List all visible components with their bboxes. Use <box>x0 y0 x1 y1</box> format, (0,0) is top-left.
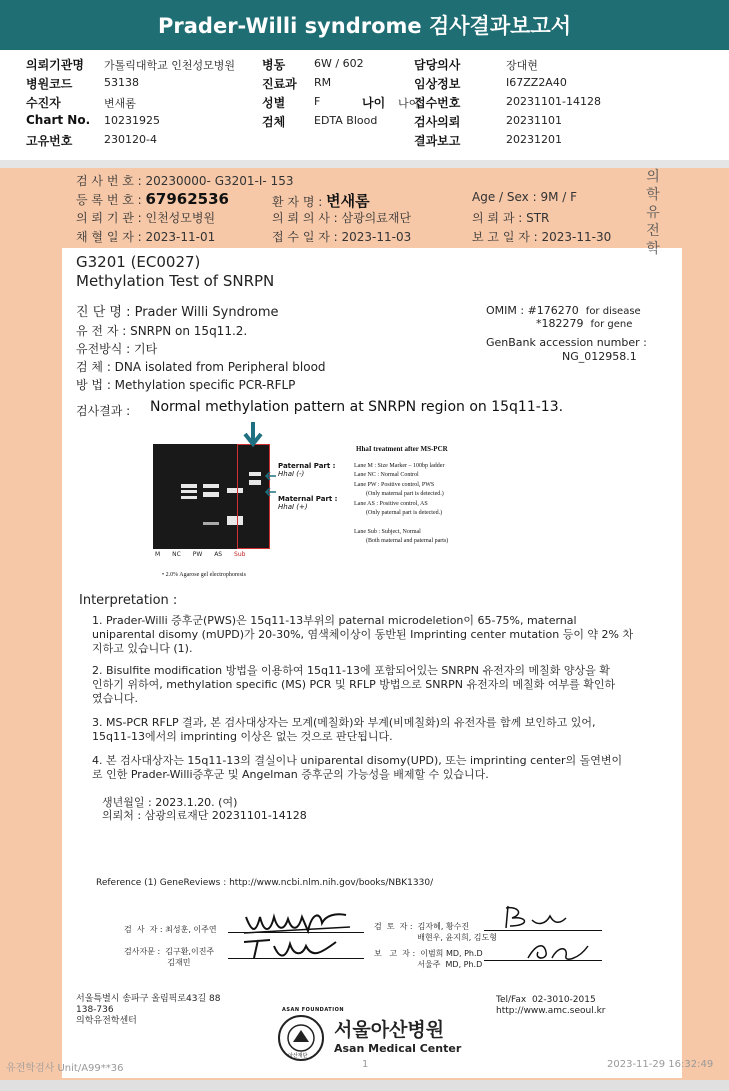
report-title-bar <box>0 0 729 50</box>
signature-line <box>228 958 364 959</box>
gel-caption: • 2.0% Agarose gel electrophoresis <box>162 572 246 578</box>
age-value: 나이 <box>398 97 420 110</box>
omim-disease: OMIM : #176270 for disease <box>486 304 641 317</box>
address: 서울특별시 송파구 올림픽로43길 88 138-736 의학유전학센터 <box>76 994 221 1026</box>
gel-band <box>203 522 219 525</box>
gel-band <box>203 484 219 488</box>
collection-date: 채 혈 일 자 : 2023-11-01 <box>76 230 216 244</box>
reviewer: 검 토 자 : 김자혜, 황수진 배현우, 윤지희, 김도형 <box>374 922 497 942</box>
info-value: 53138 <box>104 76 139 89</box>
receipt-date: 접 수 일 자 : 2023-11-03 <box>272 230 412 244</box>
seal-inner-text: 아산재단 <box>288 1053 308 1059</box>
genbank-label: GenBank accession number : <box>486 336 647 349</box>
age-sex: Age / Sex : 9M / F <box>472 190 578 204</box>
gel-band <box>181 496 197 499</box>
footer-unit: 유전학검사 Unit/A99**36 <box>6 1063 124 1074</box>
gel-legend: Lane M : Size Marker – 100bp ladder Lane NC : Normal Control Lane PW : Positive control, PWS (Only maternal part is detected.) Lane AS : Positive control, AS (Only paternal part is detected.) Lane Sub : Subject, Normal (Both maternal and paternal parts) <box>354 463 449 545</box>
hospital-name-korean: 서울아산병원 <box>334 1019 445 1041</box>
section-gap <box>0 160 729 168</box>
reference: Reference (1) GeneReviews : http://www.ncbi.nlm.nih.gov/books/NBK1330/ <box>96 878 434 888</box>
method: 방 법 : Methylation specific PCR-RFLP <box>76 378 296 392</box>
info-label: 접수번호 <box>414 96 461 110</box>
info-label: 수진자 <box>26 96 61 110</box>
info-label: 담당의사 <box>414 58 461 72</box>
patient-name: 환 자 명 : 변새롬 <box>272 192 370 210</box>
interpretation-2: 2. Bisulfite modification 방법을 이용하여 15q11-13에 포함되어있는 SNRPN 유전자의 메칠화 양상을 확 인하기 위하여, methylation specific (MS) PCR 및 RFLP 방법으로 SNRPN 유전자의 메칠화 여부를 확인하 였습니다. <box>92 664 616 705</box>
info-label: 임상정보 <box>414 77 461 91</box>
interpretation-3: 3. MS-PCR RFLP 결과, 본 검사대상자는 모계(메칠화)와 부계(비메칠화)의 유전자를 함께 보인하고 있어, 15q11-13에서의 imprinting 이상은 없는 것으로 판단됩니다. <box>92 716 596 743</box>
age-label: 나이 <box>362 96 386 110</box>
requesting-doctor: 의 뢰 의 사 : 삼광의료재단 <box>272 211 412 225</box>
info-value: RM <box>314 76 332 89</box>
info-label: 검사의뢰 <box>414 115 461 129</box>
gel-band <box>181 484 197 488</box>
advisor: 검사자문 : 김구환,이진주 김재민 <box>124 947 215 967</box>
info-value: EDTA Blood <box>314 114 378 127</box>
bottom-bar <box>0 1080 729 1091</box>
test-code: G3201 (EC0027) <box>76 253 201 271</box>
paternal-label: Paternal Part : HhaI (-) <box>278 462 336 478</box>
info-value: 변새롬 <box>104 97 136 110</box>
info-value: F <box>314 95 321 108</box>
footer-page: 1 <box>362 1059 369 1070</box>
signature-line <box>484 930 602 931</box>
info-label: 고유번호 <box>26 134 73 148</box>
specimen: 검 체 : DNA isolated from Peripheral blood <box>76 360 326 374</box>
info-label: 병원코드 <box>26 77 73 91</box>
test-name: Methylation Test of SNRPN <box>76 272 275 290</box>
reviewer-signature <box>498 904 568 930</box>
interpretation-4: 4. 본 검사대상자는 15q11-13의 결실이나 uniparental disomy(UPD), 또는 imprinting center의 돌연변이 로 인한 Prader-Willi증후군 및 Angelman 증후군의 가능성을 배제할 수 있습니다. <box>92 754 623 781</box>
contact: Tel/Fax 02-3010-2015 http://www.amc.seoul.kr <box>496 995 606 1016</box>
tester: 검 사 자 : 최성훈, 이주연 <box>124 925 217 934</box>
info-value: I67ZZ2A40 <box>506 76 567 89</box>
hospital-name-english: Asan Medical Center <box>334 1042 462 1055</box>
arrow-down-icon <box>238 420 268 450</box>
interpretation-label: Interpretation : <box>79 593 178 608</box>
inheritance: 유전방식 : 기타 <box>76 342 158 356</box>
diagnosis: 진 단 명 : Prader Willi Syndrome <box>76 305 279 320</box>
department-side-label: 의학유전학 <box>646 169 660 257</box>
info-label: 검체 <box>262 115 286 129</box>
info-label: 성별 <box>262 96 286 110</box>
omim-gene: *182279 for gene <box>536 317 633 330</box>
gel-band <box>203 492 219 497</box>
report-title: Prader-Willi syndrome 검사결과보고서 <box>158 14 571 38</box>
requesting-dept: 의 뢰 과 : STR <box>472 211 550 225</box>
info-value: 230120-4 <box>104 133 157 146</box>
info-label: 의뢰기관명 <box>26 58 84 72</box>
patient-info-block <box>0 50 729 160</box>
interpretation-1: 1. Prader-Willi 증후군(PWS)은 15q11-13부위의 paternal microdeletion이 65-75%, maternal uniparental disomy (mUPD)가 20-30%, 염색체이상이 동반된 Imprinting center mutation 등이 약 2% 차 지하고 있습니다 (1). <box>92 614 634 655</box>
report-date: 보 고 일 자 : 2023-11-30 <box>472 230 612 244</box>
info-value: 장대현 <box>506 59 538 72</box>
info-value: 가톨릭대학교 인천성모병원 <box>104 59 236 72</box>
footer-timestamp: 2023-11-29 16:32:49 <box>607 1059 714 1070</box>
gel-lane-labels: M NC PW AS Sub <box>155 551 246 558</box>
maternal-label: Maternal Part : HhaI (+) <box>278 495 338 511</box>
signature-line <box>484 960 602 961</box>
arrow-left-icon <box>264 470 278 530</box>
reporter: 보 고 자 : 이범희 MD, Ph.D 서울주 MD, Ph.D <box>374 949 483 969</box>
requesting-org: 의 뢰 기 관 : 인천성모병원 <box>76 211 216 225</box>
info-value: 20231101 <box>506 114 562 127</box>
exam-number: 검 사 번 호 : 20230000- G3201-I- 153 <box>76 174 294 188</box>
info-label: 진료과 <box>262 77 297 91</box>
info-value: 20231101-14128 <box>506 95 601 108</box>
seal-text: ASAN FOUNDATION <box>282 1007 345 1013</box>
gel-band <box>181 490 197 493</box>
registration-number: 등 록 번 호 : 67962536 <box>76 190 229 208</box>
info-value: 20231201 <box>506 133 562 146</box>
info-value: 6W / 602 <box>314 57 364 70</box>
referrer: 의뢰처 : 삼광의료재단 20231101-14128 <box>102 809 307 822</box>
info-value: 10231925 <box>104 114 160 127</box>
gene: 유 전 자 : SNRPN on 15q11.2. <box>76 324 248 338</box>
genbank-value: NG_012958.1 <box>562 350 637 363</box>
result-text: Normal methylation pattern at SNRPN region on 15q11-13. <box>150 399 564 415</box>
gel-image <box>153 444 270 549</box>
legend-title: HhaI treatment after MS-PCR <box>356 445 448 453</box>
info-label: Chart No. <box>26 113 91 127</box>
signature-line <box>228 932 364 933</box>
result-label: 검사결과 : <box>76 404 131 418</box>
info-label: 결과보고 <box>414 134 461 148</box>
birth-date: 생년월일 : 2023.1.20. (여) <box>102 796 238 809</box>
info-label: 병동 <box>262 58 286 72</box>
